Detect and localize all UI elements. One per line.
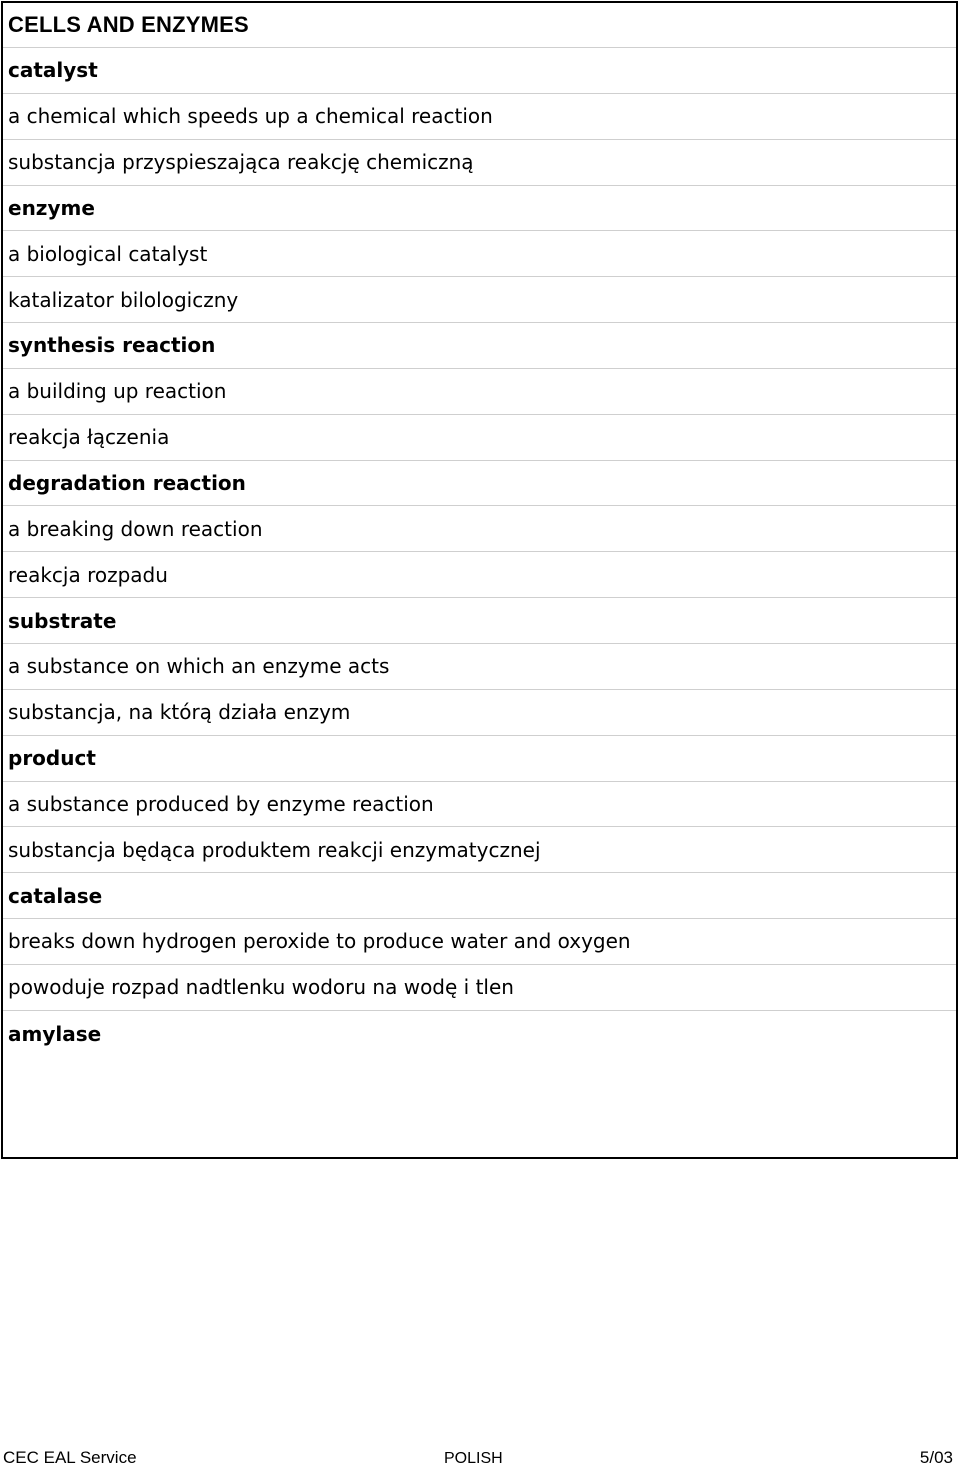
definition-product: a substance produced by enzyme reaction (3, 782, 956, 828)
term-product: product (3, 736, 956, 782)
definition-enzyme: a biological catalyst (3, 231, 956, 277)
vocabulary-table (1, 1, 958, 1159)
definition-synthesis-reaction: a building up reaction (3, 369, 956, 415)
page-title: CELLS AND ENZYMES (3, 3, 956, 48)
definition-degradation-reaction: a breaking down reaction (3, 506, 956, 552)
translation-enzyme: katalizator bilologiczny (3, 277, 956, 323)
translation-catalase: powoduje rozpad nadtlenku wodoru na wodę i tlen (3, 965, 956, 1011)
term-amylase: amylase (8, 1021, 102, 1046)
footer-page-number: 5/03 (919, 1448, 953, 1467)
footer-language: POLISH (444, 1450, 503, 1467)
translation-substrate: substancja, na którą działa enzym (3, 690, 956, 736)
translation-degradation-reaction: reakcja rozpadu (3, 552, 956, 598)
definition-substrate: a substance on which an enzyme acts (3, 644, 956, 690)
page-footer (0, 1448, 960, 1468)
term-catalase: catalase (3, 873, 956, 919)
term-catalyst: catalyst (3, 48, 956, 94)
translation-catalyst: substancja przyspieszająca reakcję chemiczną (3, 140, 956, 186)
term-degradation-reaction: degradation reaction (3, 461, 956, 507)
footer-publisher: CEC EAL Service (3, 1448, 137, 1467)
definition-catalyst: a chemical which speeds up a chemical reaction (3, 94, 956, 140)
definition-catalase: breaks down hydrogen peroxide to produce water and oxygen (3, 919, 956, 965)
term-enzyme: enzyme (3, 186, 956, 232)
term-synthesis-reaction: synthesis reaction (3, 323, 956, 369)
translation-synthesis-reaction: reakcja łączenia (3, 415, 956, 461)
term-substrate: substrate (3, 598, 956, 644)
translation-product: substancja będąca produktem reakcji enzymatycznej (3, 827, 956, 873)
vocabulary-list (3, 48, 956, 1057)
